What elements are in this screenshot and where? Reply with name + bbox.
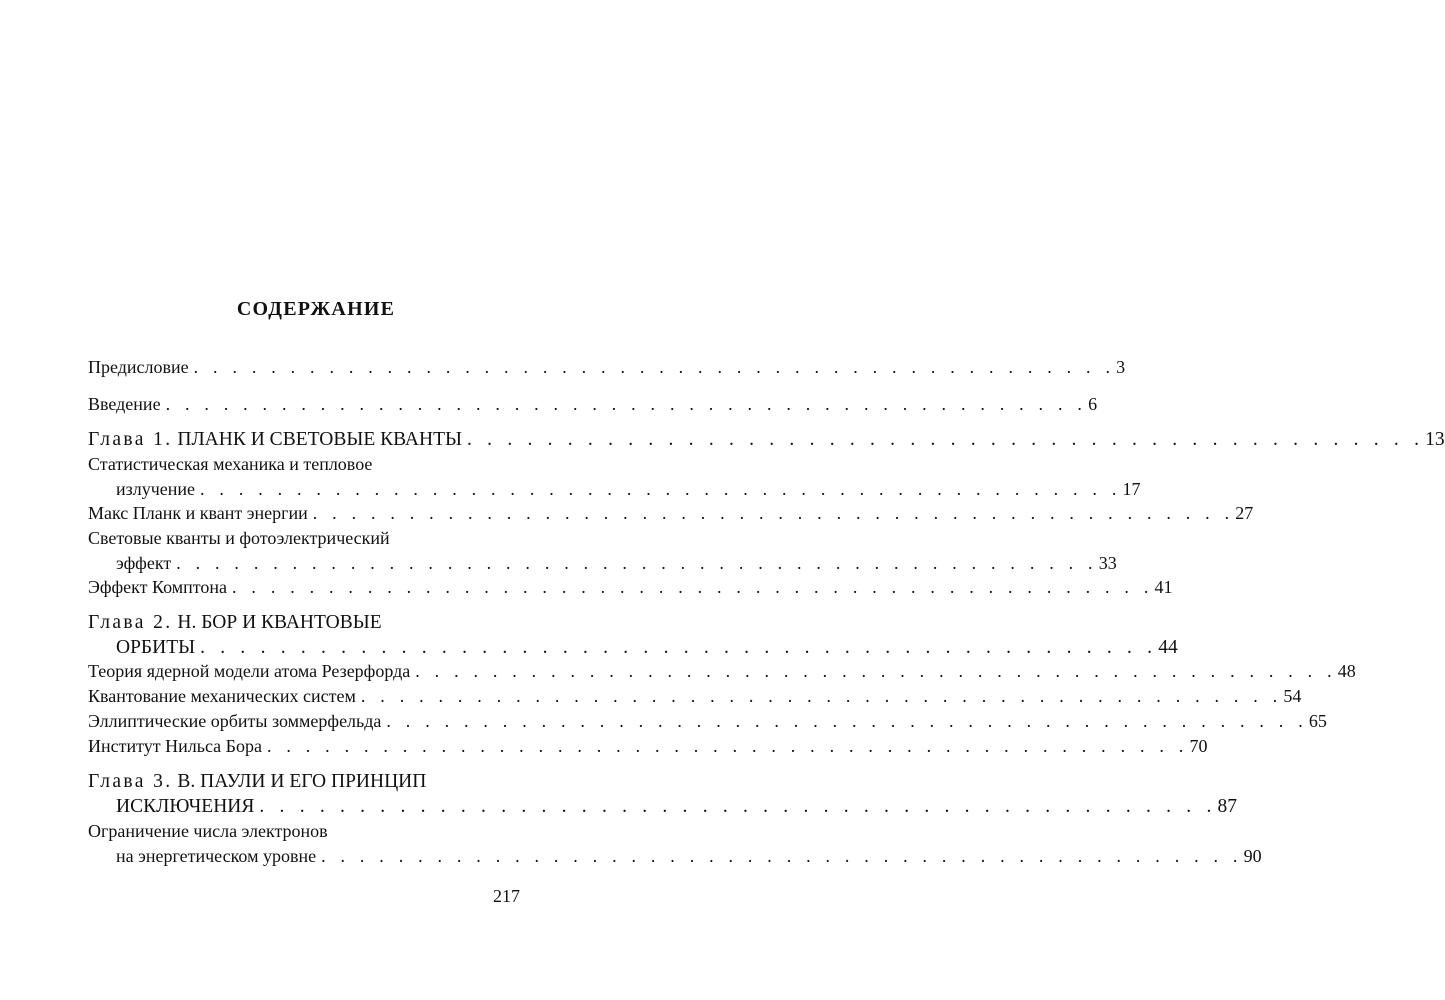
- toc-entry-title: [116, 551, 171, 576]
- toc-entry-title: [88, 659, 410, 684]
- toc-line: [88, 501, 1254, 526]
- toc-entry-text: Эффект Комптона: [88, 577, 228, 597]
- toc-entry-text: Ограничение числа электронов: [88, 821, 328, 841]
- toc-page-number: 3: [1116, 357, 1126, 377]
- dot-leader: . . . . . . . . . . . . . . . . . . . . . . . . . . . . . . . . . . . . . . . . . . . . . . . .: [193, 357, 1116, 377]
- toc-section-entry: [88, 819, 1262, 869]
- toc-entry-title: [88, 769, 426, 794]
- toc-section-entry: [88, 501, 1254, 526]
- toc-entry-title: [88, 734, 262, 759]
- toc-entry-text: Статистическая механика и тепловое: [88, 454, 373, 474]
- chapter-prefix: Глава 2.: [88, 612, 173, 633]
- toc-line: [88, 551, 1117, 576]
- toc-entry-text: Институт Нильса Бора: [88, 736, 262, 756]
- toc-chapter-entry: [88, 769, 1238, 819]
- chapter-prefix: Глава 1.: [88, 429, 173, 450]
- toc-page-number: 6: [1088, 394, 1098, 414]
- toc-page-number: 44: [1158, 637, 1178, 658]
- toc-entry-title: [88, 392, 161, 417]
- toc-section-entry: [88, 355, 1126, 380]
- toc-section-entry: [88, 659, 1356, 684]
- toc-entry-title: [88, 610, 382, 635]
- toc-entry-title: [88, 452, 372, 477]
- toc-entry-title: [116, 635, 195, 660]
- toc-page-number: 27: [1235, 503, 1254, 523]
- toc-line: [88, 659, 1356, 684]
- toc-entry-text: на энергетическом уровне: [116, 846, 317, 866]
- toc-entry-text: Квантование механических систем: [88, 686, 356, 706]
- toc-page-number: 33: [1098, 553, 1117, 573]
- toc-line: [88, 427, 1445, 452]
- toc-entry-title: [88, 501, 308, 526]
- toc-entry-text: излучение: [116, 479, 196, 499]
- toc-entry-title: [88, 427, 462, 452]
- toc-section-entry: [88, 392, 1098, 417]
- toc-line: [88, 452, 520, 477]
- toc-section-entry: [88, 734, 1208, 759]
- toc-entry-title: [88, 355, 189, 380]
- toc-entry-title: [88, 684, 356, 709]
- toc-page-number: 54: [1283, 686, 1302, 706]
- toc-line: [88, 709, 1327, 734]
- toc-line: [88, 734, 1208, 759]
- toc-entry-text: Предисловие: [88, 357, 189, 377]
- toc-entry-text: Световые кванты и фотоэлектрический: [88, 528, 390, 548]
- toc-entry-text: Макс Планк и квант энергии: [88, 503, 308, 523]
- toc-chapter-entry: [88, 610, 1178, 660]
- dot-leader: . . . . . . . . . . . . . . . . . . . . . . . . . . . . . . . . . . . . . . . . . . . . . . . .: [386, 711, 1308, 731]
- dot-leader: . . . . . . . . . . . . . . . . . . . . . . . . . . . . . . . . . . . . . . . . . . . . . . . .: [200, 479, 1122, 499]
- toc-page-number: 90: [1243, 846, 1262, 866]
- toc-page-number: 87: [1217, 796, 1238, 817]
- toc-entry-title: [88, 709, 381, 734]
- toc-entry-text: В. ПАУЛИ И ЕГО ПРИНЦИП: [177, 771, 427, 792]
- toc-page-number: 17: [1122, 479, 1141, 499]
- toc-line: [88, 355, 1126, 380]
- dot-leader: . . . . . . . . . . . . . . . . . . . . . . . . . . . . . . . . . . . . . . . . . . . . . . . .: [321, 846, 1243, 866]
- toc-line: [88, 526, 520, 551]
- dot-leader: . . . . . . . . . . . . . . . . . . . . . . . . . . . . . . . . . . . . . . . . . . . . . . . .: [266, 736, 1189, 756]
- toc-entry-text: ИСКЛЮЧЕНИЯ: [116, 796, 255, 817]
- dot-leader: . . . . . . . . . . . . . . . . . . . . . . . . . . . . . . . . . . . . . . . . . . . . . . . .: [467, 429, 1425, 450]
- toc-entry-title: [116, 794, 254, 819]
- toc-entry-text: ОРБИТЫ: [116, 637, 196, 658]
- toc-page-number: 70: [1189, 736, 1208, 756]
- toc-line: [88, 635, 1178, 660]
- toc-line: [88, 769, 520, 794]
- toc-entry-title: [116, 477, 195, 502]
- toc-entry-title: [88, 526, 390, 551]
- toc-entry-text: Введение: [88, 394, 161, 414]
- toc-entry-title: [88, 575, 227, 600]
- toc-entry-title: [88, 819, 328, 844]
- page-number: 217: [493, 886, 520, 906]
- toc-page-number: 13: [1425, 429, 1445, 450]
- toc-title: СОДЕРЖАНИЕ: [236, 298, 396, 320]
- toc-page-number: 41: [1154, 577, 1173, 597]
- dot-leader: . . . . . . . . . . . . . . . . . . . . . . . . . . . . . . . . . . . . . . . . . . . . . . . .: [259, 796, 1217, 817]
- toc-line: [88, 392, 1098, 417]
- dot-leader: . . . . . . . . . . . . . . . . . . . . . . . . . . . . . . . . . . . . . . . . . . . . . . . .: [415, 661, 1337, 681]
- toc-section-entry: [88, 575, 1173, 600]
- toc-entry-title: [116, 844, 316, 869]
- dot-leader: . . . . . . . . . . . . . . . . . . . . . . . . . . . . . . . . . . . . . . . . . . . . . . . .: [360, 686, 1283, 706]
- toc-chapter-entry: [88, 427, 1445, 452]
- dot-leader: . . . . . . . . . . . . . . . . . . . . . . . . . . . . . . . . . . . . . . . . . . . . . . . .: [176, 553, 1098, 573]
- toc-line: [88, 794, 1238, 819]
- toc-line: [88, 477, 1141, 502]
- dot-leader: . . . . . . . . . . . . . . . . . . . . . . . . . . . . . . . . . . . . . . . . . . . . . . . .: [312, 503, 1235, 523]
- toc-section-entry: [88, 709, 1327, 734]
- toc-line: [88, 819, 520, 844]
- toc-page-number: 65: [1308, 711, 1327, 731]
- toc-section-entry: [88, 684, 1302, 709]
- toc-line: [88, 575, 1173, 600]
- dot-leader: . . . . . . . . . . . . . . . . . . . . . . . . . . . . . . . . . . . . . . . . . . . . . . . .: [200, 637, 1158, 658]
- toc-entry-text: Н. БОР И КВАНТОВЫЕ: [177, 612, 382, 633]
- toc-entry-text: Теория ядерной модели атома Резерфорда: [88, 661, 411, 681]
- toc-line: [88, 844, 1262, 869]
- toc-page-number: 48: [1337, 661, 1356, 681]
- toc-section-entry: [88, 452, 1141, 502]
- toc-entry-text: ПЛАНК И СВЕТОВЫЕ КВАНТЫ: [177, 429, 463, 450]
- chapter-prefix: Глава 3.: [88, 771, 173, 792]
- dot-leader: . . . . . . . . . . . . . . . . . . . . . . . . . . . . . . . . . . . . . . . . . . . . . . . .: [232, 577, 1154, 597]
- toc-section-entry: [88, 526, 1117, 576]
- toc-entry-text: эффект: [116, 553, 172, 573]
- toc-entry-text: Эллиптические орбиты зоммерфельда: [88, 711, 382, 731]
- toc-line: [88, 684, 1302, 709]
- toc-line: [88, 610, 520, 635]
- dot-leader: . . . . . . . . . . . . . . . . . . . . . . . . . . . . . . . . . . . . . . . . . . . . . . . .: [165, 394, 1088, 414]
